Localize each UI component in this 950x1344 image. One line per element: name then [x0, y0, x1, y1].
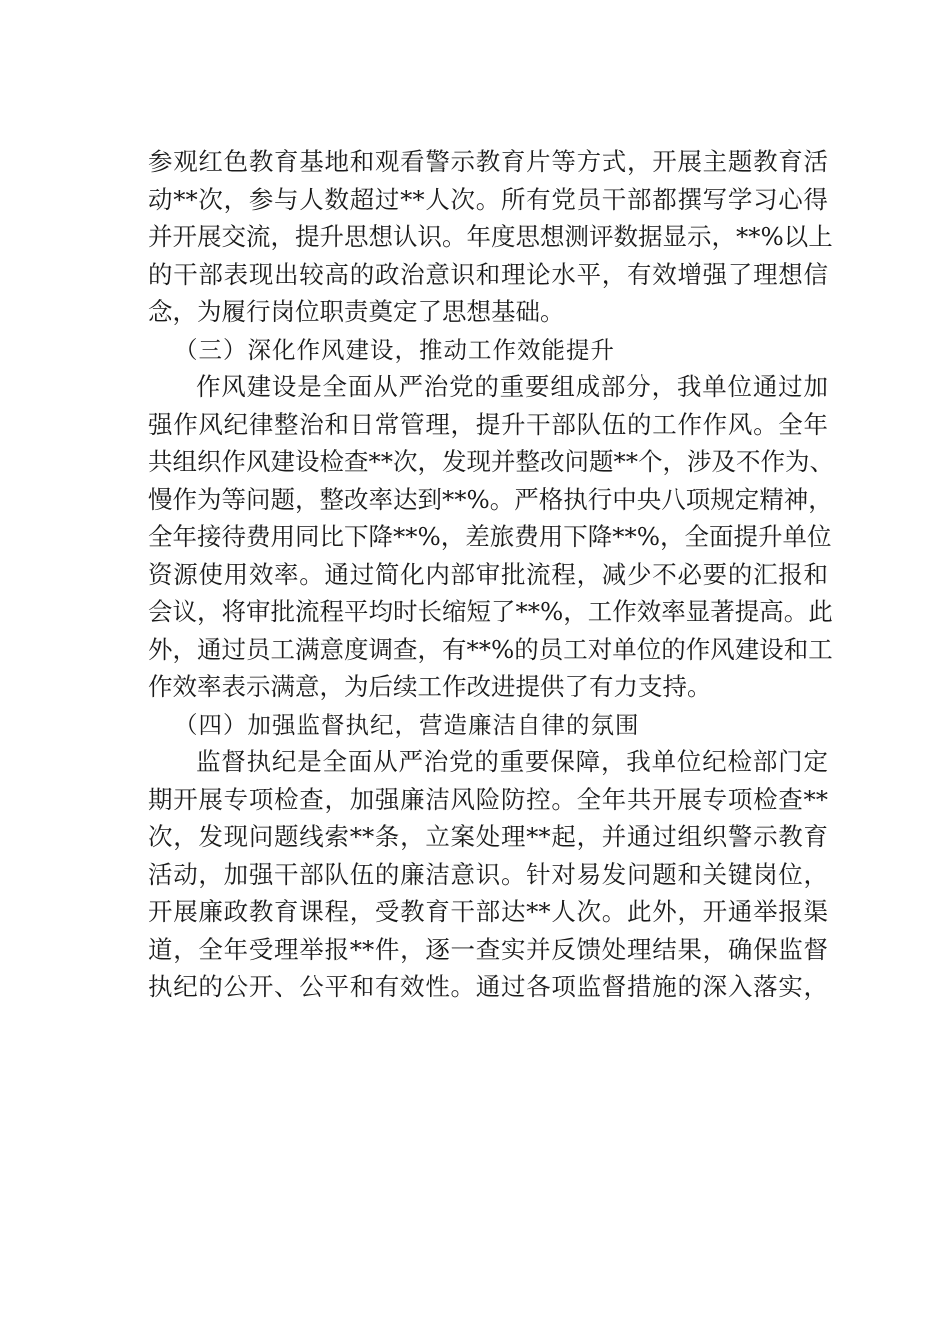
paragraph-line: 慢作为等问题，整改率达到**%。严格执行中央八项规定精神，	[148, 485, 833, 514]
paragraph-line: 共组织作风建设检查**次，发现并整改问题**个，涉及不作为、	[148, 447, 834, 476]
paragraph-line: 开展廉政教育课程，受教育干部达**人次。此外，开通举报渠	[148, 897, 828, 926]
paragraph-line: 活动，加强干部队伍的廉洁意识。针对易发问题和关键岗位，	[148, 860, 828, 889]
paragraph-line: 次，发现问题线索**条，立案处理**起，并通过组织警示教育	[148, 822, 828, 851]
paragraph-line: 参观红色教育基地和观看警示教育片等方式，开展主题教育活	[148, 147, 828, 176]
paragraph-line: 的干部表现出较高的政治意识和理论水平，有效增强了理想信	[148, 260, 828, 289]
paragraph-line: 全年接待费用同比下降**%，差旅费用下降**%，全面提升单位	[148, 522, 832, 551]
paragraph-line: 执纪的公开、公平和有效性。通过各项监督措施的深入落实，	[148, 972, 828, 1001]
paragraph-line: 道，全年受理举报**件，逐一查实并反馈处理结果，确保监督	[148, 935, 828, 964]
paragraph-line: 念，为履行岗位职责奠定了思想基础。	[148, 297, 565, 326]
paragraph-line: 会议，将审批流程平均时长缩短了**%，工作效率显著提高。此	[148, 597, 833, 626]
paragraph-line: 期开展专项检查，加强廉洁风险防控。全年共开展专项检查**	[148, 785, 828, 814]
section-heading-4: （四）加强监督执纪，营造廉洁自律的氛围	[174, 711, 640, 739]
paragraph-line: 监督执纪是全面从严治党的重要保障，我单位纪检部门定	[196, 747, 828, 776]
paragraph-line: 作风建设是全面从严治党的重要组成部分，我单位通过加	[196, 372, 828, 401]
paragraph-line: 外，通过员工满意度调查，有**%的员工对单位的作风建设和工	[148, 635, 833, 664]
paragraph-line: 资源使用效率。通过简化内部审批流程，减少不必要的汇报和	[148, 560, 828, 589]
paragraph-line: 动**次，参与人数超过**人次。所有党员干部都撰写学习心得	[148, 185, 828, 214]
paragraph-line: 并开展交流，提升思想认识。年度思想测评数据显示，**%以上	[148, 222, 833, 251]
paragraph-line: 作效率表示满意，为后续工作改进提供了有力支持。	[148, 672, 712, 701]
paragraph-line: 强作风纪律整治和日常管理，提升干部队伍的工作作风。全年	[148, 410, 828, 439]
section-heading-3: （三）深化作风建设，推动工作效能提升	[174, 336, 615, 364]
